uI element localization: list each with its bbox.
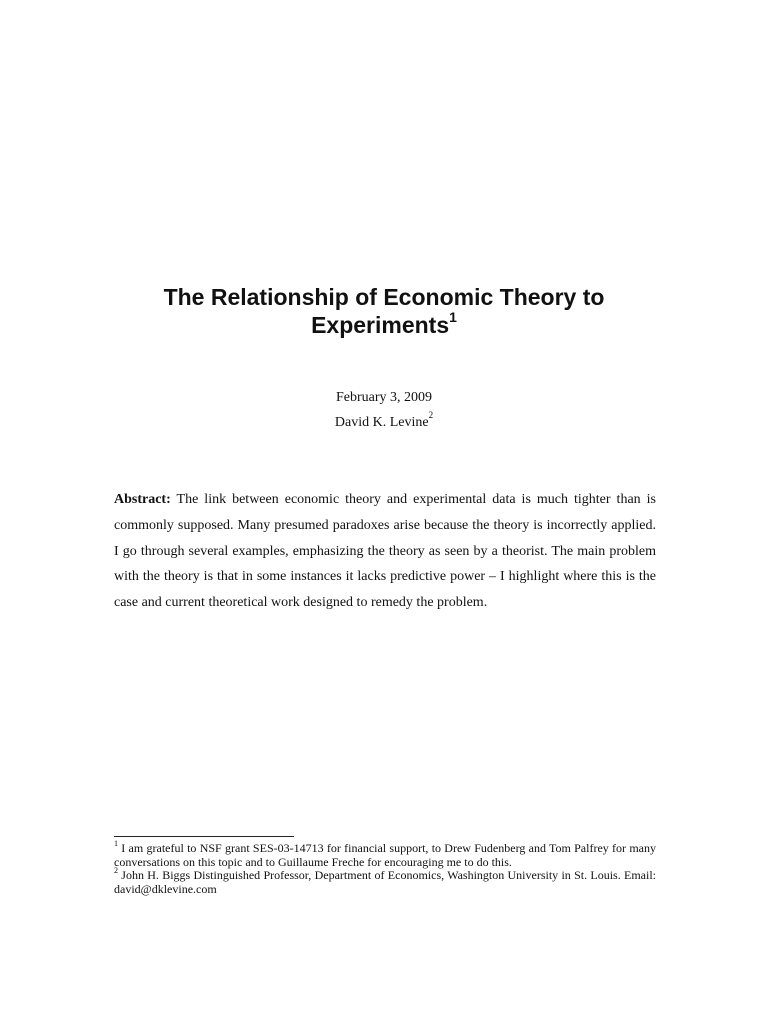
title-line-1: The Relationship of Economic Theory to bbox=[163, 284, 605, 310]
title-footnote-mark[interactable]: 1 bbox=[449, 309, 457, 326]
title-line-2-text: Experiments bbox=[311, 312, 450, 338]
abstract bbox=[114, 487, 656, 616]
footnotes bbox=[114, 839, 656, 896]
footnote-separator bbox=[114, 836, 294, 837]
author-footnote-mark[interactable]: 2 bbox=[428, 410, 434, 421]
footnote-2-text: John H. Biggs Distinguished Professor, Department of Economics, Washington University in St. Louis. Email: david@dklevine.com bbox=[114, 868, 656, 896]
paper-title bbox=[100, 283, 668, 339]
author-name: David K. Levine bbox=[334, 415, 429, 430]
footnote-1 bbox=[114, 839, 656, 869]
abstract-text: The link between economic theory and experimental data is much tighter than is commonly supposed. Many presumed paradoxes arise because the theory is incorrectly applied. I go through several examples, emphasizing the theory as seen by a theorist. The main problem with the theory is that in some instances it lacks predictive power – I highlight where this is the case and current theoretical work designed to remedy the problem. bbox=[114, 492, 656, 611]
paper-date: February 3, 2009 bbox=[335, 390, 433, 405]
footnote-1-text: I am grateful to NSF grant SES-03-14713 for financial support, to Drew Fudenberg and Tom Palfrey for many conversations on this topic and to Guillaume Freche for encouraging me to do this. bbox=[114, 841, 656, 869]
footnote-2 bbox=[114, 866, 656, 896]
title-line-2 bbox=[100, 311, 668, 339]
footnote-1-mark: 1 bbox=[114, 839, 118, 848]
footnote-2-mark: 2 bbox=[114, 866, 118, 875]
abstract-label: Abstract: bbox=[114, 492, 171, 507]
paper-author bbox=[0, 410, 768, 432]
